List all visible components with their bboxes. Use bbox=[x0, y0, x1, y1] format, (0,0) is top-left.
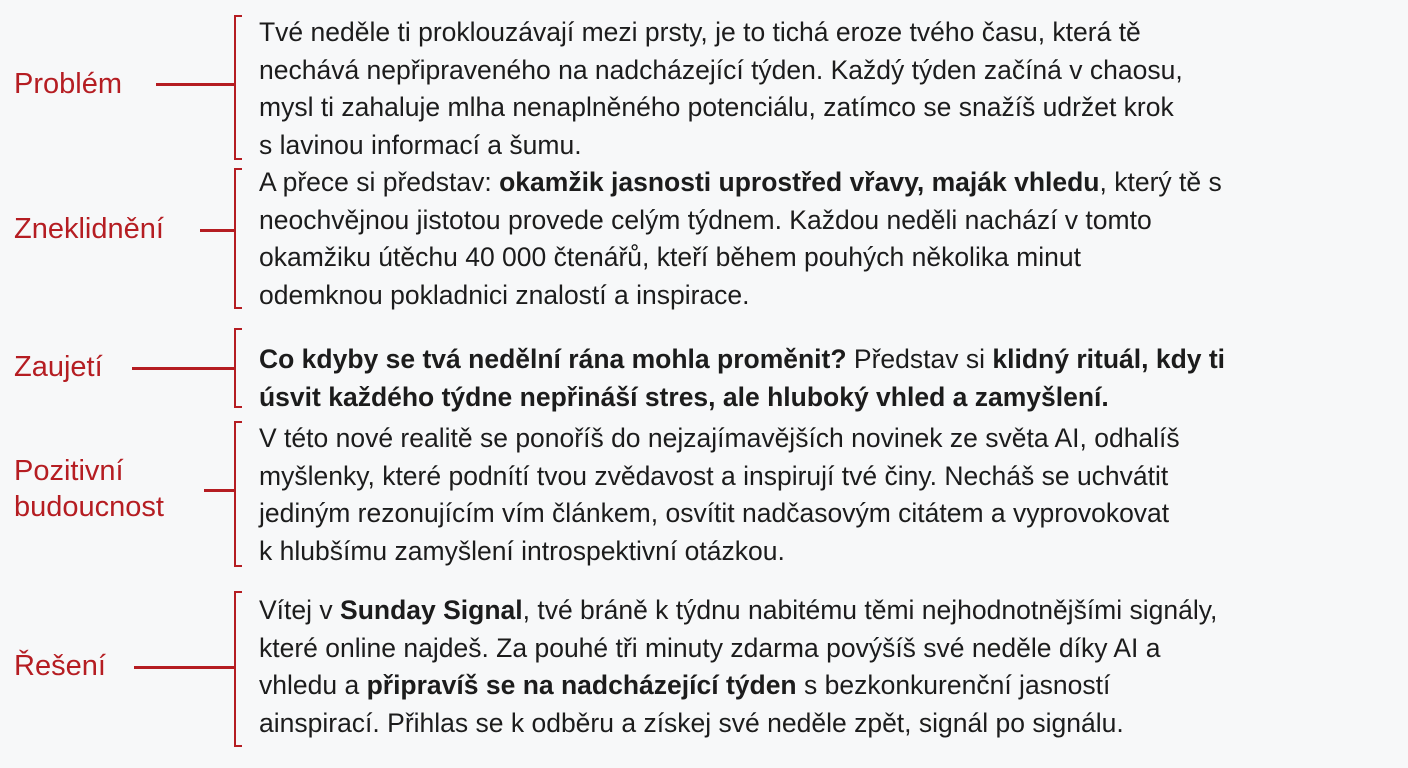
text-line: ainspirací. Přihlas se k odběru a získej své neděle zpět, signál po signálu. bbox=[259, 707, 1124, 738]
bracket-engagement bbox=[234, 328, 242, 408]
text-line: Vítej v Sunday Signal, tvé bráně k týdnu nabitému těmi nejhodnotnějšími signály, bbox=[259, 595, 1218, 625]
label-engagement bbox=[14, 349, 103, 385]
text-line: V této nové realitě se ponoříš do nejzajímavějších novinek ze světa AI, odhalíš bbox=[259, 423, 1180, 453]
text-line: k hlubšímu zamyšlení introspektivní otázkou. bbox=[259, 535, 785, 566]
label-line: Zaujetí bbox=[14, 351, 103, 383]
text-line: odemknou pokladnici znalostí a inspirace. bbox=[259, 279, 750, 310]
connector-solution bbox=[134, 666, 234, 669]
text-problem bbox=[259, 14, 1389, 164]
text-line: vhledu a připravíš se na nadcházející týden s bezkonkurenční jasností bbox=[259, 670, 1111, 700]
label-line: Zneklidnění bbox=[14, 213, 164, 245]
connector-positive-future bbox=[204, 489, 234, 492]
connector-engagement bbox=[132, 367, 234, 370]
bracket-positive-future bbox=[234, 421, 242, 567]
text-engagement bbox=[259, 341, 1389, 416]
label-solution bbox=[14, 648, 106, 684]
bracket-problem bbox=[234, 15, 242, 160]
text-line: okamžiku útěchu 40 000 čtenářů, kteří během pouhých několika minut bbox=[259, 242, 1081, 272]
label-line: Pozitivní bbox=[14, 455, 124, 487]
text-line: neochvějnou jistotou provede celým týdnem. Každou neděli nachází v tomto bbox=[259, 204, 1152, 235]
label-line: Problém bbox=[14, 68, 122, 100]
bracket-solution bbox=[234, 591, 242, 747]
text-line: s lavinou informací a šumu. bbox=[259, 129, 582, 160]
text-positive-future bbox=[259, 420, 1389, 570]
connector-problem bbox=[156, 83, 234, 86]
text-solution bbox=[259, 592, 1389, 742]
text-line: jediným rezonujícím vím článkem, osvítit nadčasovým citátem a vyprovokovat bbox=[259, 498, 1170, 528]
text-anxiety bbox=[259, 164, 1389, 314]
text-line: Co kdyby se tvá nedělní rána mohla proměnit? Představ si klidný rituál, kdy ti bbox=[259, 344, 1226, 374]
text-line: Tvé neděle ti proklouzávají mezi prsty, je to tichá eroze tvého času, která tě bbox=[259, 17, 1141, 47]
text-line: mysl ti zahaluje mlha nenaplněného potenciálu, zatímco se snažíš udržet krok bbox=[259, 92, 1174, 122]
connector-anxiety bbox=[200, 229, 234, 232]
text-line: úsvit každého týdne nepřináší stres, ale hluboký vhled a zamyšlení. bbox=[259, 381, 1109, 412]
label-anxiety bbox=[14, 211, 164, 247]
label-line: Řešení bbox=[14, 650, 106, 682]
text-line: A přece si představ: okamžik jasnosti uprostřed vřavy, maják vhledu, který tě s bbox=[259, 167, 1222, 197]
text-line: nechává nepřipraveného na nadcházející týden. Každý týden začíná v chaosu, bbox=[259, 54, 1183, 85]
text-line: které online najdeš. Za pouhé tři minuty zdarma povýšíš své neděle díky AI a bbox=[259, 632, 1161, 663]
label-line: budoucnost bbox=[14, 491, 164, 523]
text-line: myšlenky, které podnítí tvou zvědavost a inspirují tvé činy. Necháš se uchvátit bbox=[259, 460, 1169, 491]
label-problem bbox=[14, 66, 122, 102]
label-positive-future bbox=[14, 453, 164, 525]
bracket-anxiety bbox=[234, 168, 242, 309]
